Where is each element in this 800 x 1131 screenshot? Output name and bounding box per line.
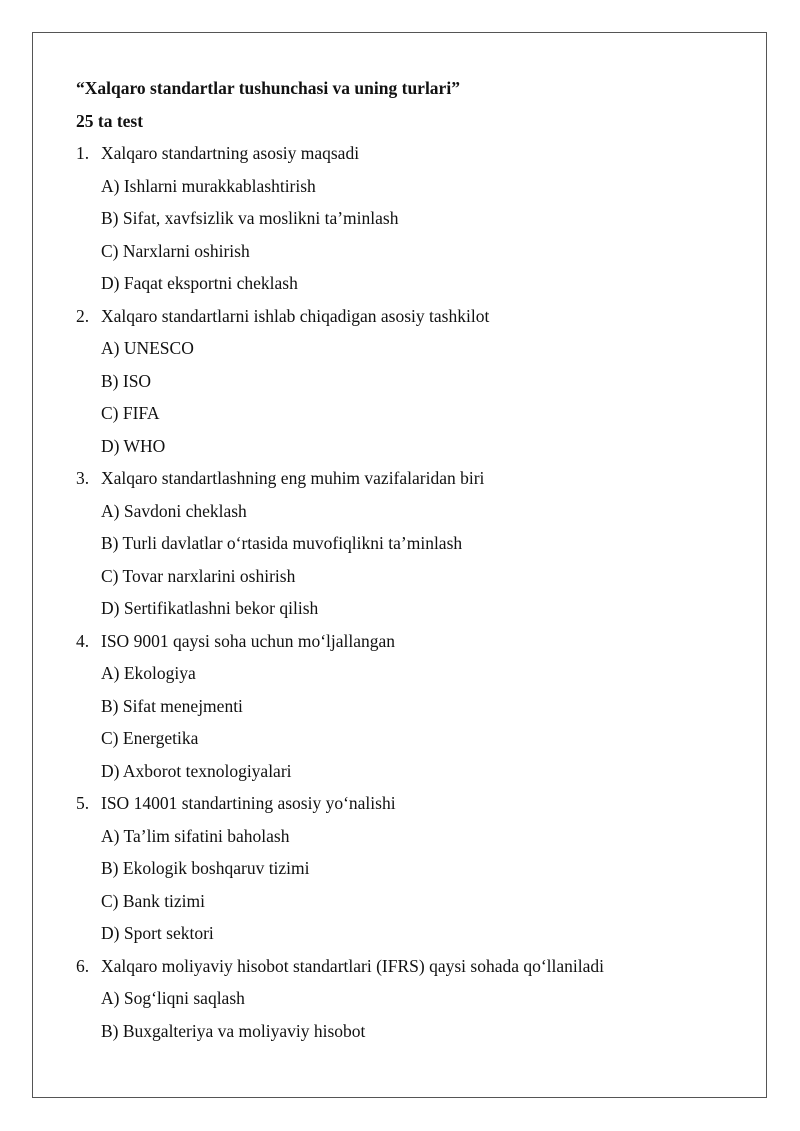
answer-option-b: B) Sifat, xavfsizlik va moslikni ta’minlash (101, 208, 399, 228)
question-text: Xalqaro standartning asosiy maqsadi (101, 143, 360, 163)
question-number: 5. (76, 793, 90, 813)
answer-option-c: C) Bank tizimi (101, 890, 206, 911)
question-line (76, 625, 756, 658)
question-number: 3. (76, 468, 90, 488)
answer-option-b: B) Ekologik boshqaruv tizimi (101, 858, 310, 878)
question-line (76, 787, 756, 820)
question-line (76, 137, 756, 170)
question-4 (76, 625, 756, 788)
answer-option-d: D) Sport sektori (101, 923, 214, 943)
document-title: “Xalqaro standartlar tushunchasi va uning turlari” (76, 78, 460, 98)
answer-option-b: B) ISO (101, 370, 152, 391)
answer-option-b: B) Buxgalteriya va moliyaviy hisobot (101, 1020, 366, 1041)
answer-option-d: D) Sertifikatlashni bekor qilish (101, 598, 319, 618)
answer-option-a: A) Ishlarni murakkablashtirish (101, 175, 316, 196)
question-text: Xalqaro standartlashning eng muhim vazifalaridan biri (101, 468, 485, 488)
question-1 (76, 137, 756, 300)
answer-option-b: B) Turli davlatlar o‘rtasida muvofiqlikni ta’minlash (101, 533, 463, 553)
question-2 (76, 300, 756, 463)
answer-option-c: C) FIFA (101, 403, 160, 423)
answer-option-b: B) Sifat menejmenti (101, 695, 243, 716)
question-text: Xalqaro moliyaviy hisobot standartlari (IFRS) qaysi sohada qo‘llaniladi (101, 955, 605, 976)
answer-option-a: A) Sog‘liqni saqlash (101, 988, 245, 1008)
question-line (76, 300, 756, 333)
question-text: ISO 9001 qaysi soha uchun mo‘ljallangan (101, 630, 396, 651)
answer-option-a: A) Savdoni cheklash (101, 500, 247, 521)
answer-option-a: A) UNESCO (101, 338, 194, 358)
question-text: ISO 14001 standartining asosiy yo‘nalishi (101, 793, 396, 813)
answer-option-a: A) Ta’lim sifatini baholash (101, 825, 290, 846)
document-content (76, 72, 756, 1047)
question-3 (76, 462, 756, 625)
answer-option-c: C) Tovar narxlarini oshirish (101, 565, 296, 586)
document-subtitle: 25 ta test (76, 110, 144, 131)
question-line (76, 950, 756, 983)
answer-option-a: A) Ekologiya (101, 663, 196, 683)
answer-option-d: D) Faqat eksportni cheklash (101, 273, 298, 293)
answer-option-c: C) Narxlarni oshirish (101, 240, 250, 261)
question-number: 2. (76, 305, 90, 326)
question-5 (76, 787, 756, 950)
question-text: Xalqaro standartlarni ishlab chiqadigan asosiy tashkilot (101, 305, 490, 326)
question-line (76, 462, 756, 495)
answer-option-d: D) WHO (101, 435, 166, 456)
answer-option-d: D) Axborot texnologiyalari (101, 760, 292, 781)
question-number: 4. (76, 630, 90, 651)
question-number: 6. (76, 955, 90, 976)
question-number: 1. (76, 143, 90, 163)
question-6 (76, 950, 756, 1048)
answer-option-c: C) Energetika (101, 728, 199, 748)
